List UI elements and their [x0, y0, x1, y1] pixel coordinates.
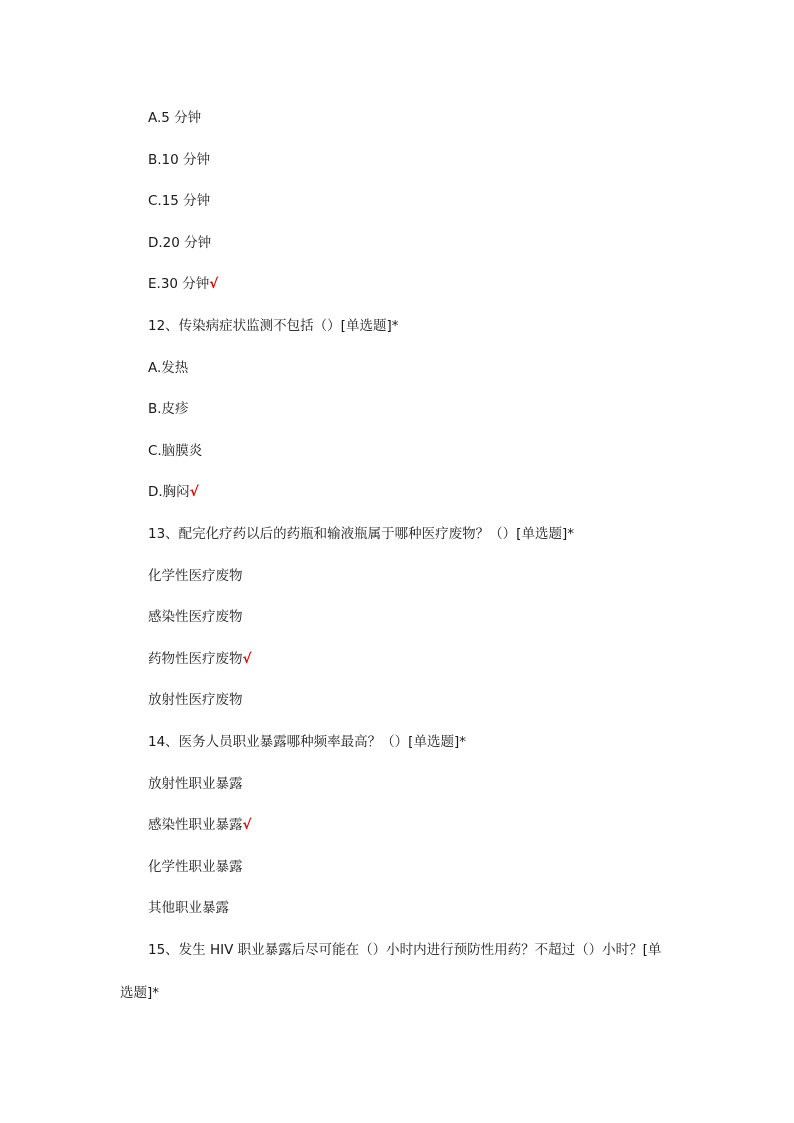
correct-check-mark: √ [242, 651, 252, 667]
correct-check-mark: √ [242, 817, 252, 833]
q14-option-1: 放射性职业暴露 [148, 776, 243, 792]
correct-check-mark: √ [189, 484, 199, 500]
q13-option-2: 感染性医疗废物 [148, 609, 243, 625]
question-15-continuation: 选题]* [120, 985, 160, 1001]
option-a-5min: A.5 分钟 [148, 110, 202, 126]
q13-option-3: 药物性医疗废物√ [148, 651, 252, 667]
option-e-30min: E.30 分钟√ [148, 276, 219, 292]
q12-option-a: A.发热 [148, 360, 189, 376]
question-13: 13、配完化疗药以后的药瓶和输液瓶属于哪种医疗废物？（）[单选题]* [148, 526, 574, 542]
q14-option-2: 感染性职业暴露√ [148, 817, 252, 833]
q12-option-c: C.脑膜炎 [148, 443, 203, 459]
question-15: 15、发生 HIV 职业暴露后尽可能在（）小时内进行预防性用药？不超过（）小时？[单 [148, 942, 662, 958]
question-14: 14、医务人员职业暴露哪种频率最高？（）[单选题]* [148, 734, 466, 750]
correct-check-mark: √ [209, 276, 219, 292]
option-c-15min: C.15 分钟 [148, 193, 211, 209]
question-12: 12、传染病症状监测不包括（）[单选题]* [148, 318, 399, 334]
q12-option-b: B.皮疹 [148, 401, 189, 417]
q12-option-d: D.胸闷√ [148, 484, 199, 500]
q14-option-3: 化学性职业暴露 [148, 859, 243, 875]
option-d-20min: D.20 分钟 [148, 235, 212, 251]
q13-option-4: 放射性医疗废物 [148, 692, 243, 708]
q13-option-1: 化学性医疗废物 [148, 568, 243, 584]
q14-option-4: 其他职业暴露 [148, 900, 229, 916]
option-b-10min: B.10 分钟 [148, 152, 211, 168]
